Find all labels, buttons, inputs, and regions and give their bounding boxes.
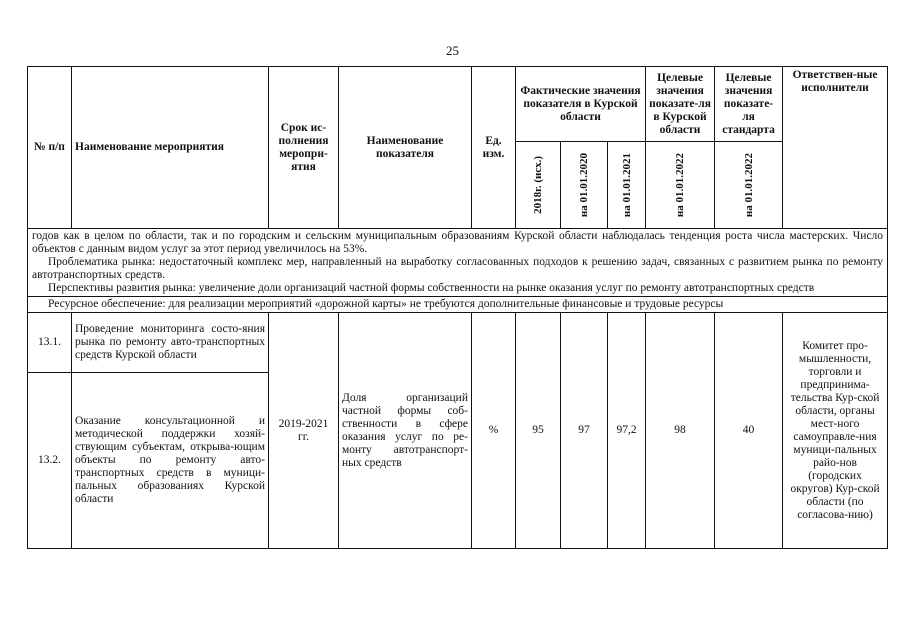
header-target-standard: Целевые значения показате-ля стандарта [715,67,783,142]
row-deadline: 2019-2021 гг. [269,313,339,549]
page-number: 25 [446,43,459,58]
roadmap-table [27,66,888,549]
header-num: № п/п [28,67,72,229]
row-num: 13.2. [28,373,72,549]
resources-row [28,297,888,313]
subheader-2020: на 01.01.2020 [561,142,608,229]
row-value-2021: 97,2 [608,313,646,549]
row-target-2022: 98 [646,313,715,549]
subheader-2021: на 01.01.2021 [608,142,646,229]
description-row [28,229,888,297]
header-responsible: Ответствен-ные исполнители [783,67,888,229]
paragraph-problems: Проблематика рынка: недостаточный комплекс мер, направленный на выработку согласованных подходов к решению задач, связанных с развитием рынка по ремонту автотранспортных средств. [32,256,884,281]
row-value-2018: 95 [516,313,561,549]
table-header-row [28,67,888,142]
table-row [28,313,888,373]
market-description [28,229,888,297]
row-unit: % [472,313,516,549]
header-unit: Ед. изм. [472,67,516,229]
header-actual-values: Фактические значения показателя в Курской области [516,67,646,142]
paragraph-prospects: Перспективы развития рынка: увеличение доли организаций частной формы собственности на рынке оказания услуг по ремонту автотранспортных средств [48,282,815,294]
row-value-2020: 97 [561,313,608,549]
header-target-kursk: Целевые значения показате-ля в Курской области [646,67,715,142]
subheader-2022-target: на 01.01.2022 [646,142,715,229]
row-num: 13.1. [28,313,72,373]
row-event: Проведение мониторинга состо-яния рынка по ремонту авто-транспортных средств Курской области [72,313,269,373]
subheader-2022-standard: на 01.01.2022 [715,142,783,229]
header-event-name: Наименование мероприятия [72,67,269,229]
row-event: Оказание консультационной и методической поддержки хозяй-ствующим субъектам, открыва-ющим объекты по ремонту авто-транспортных средств в муници-пальных образованиях Курской области [72,373,269,549]
row-indicator: Доля организаций частной формы соб-ственности в сфере оказания услуг по ре-монту автотранспорт-ных средств [339,313,472,549]
paragraph-trend: годов как в целом по области, так и по городским и сельским муниципальным образованиям Курской области наблюдалась тенденция роста числа мастерских. Число объектов с данным видом услуг за этот период увеличилось на 53%. [32,230,884,255]
paragraph-resources: Ресурсное обеспечение: для реализации мероприятий «дорожной карты» не требуются дополнительные финансовые и трудовые ресурсы [28,297,888,313]
row-responsible: Комитет про-мышленности, торговли и предпринима-тельства Кур-ской области, органы мест-ного самоуправле-ния муници-пальных райо-нов (городских округов) Кур-ской области (по согласова-нию) [783,313,888,549]
header-indicator-name: Наименование показателя [339,67,472,229]
header-deadline: Срок ис-полнения меропри-ятия [269,67,339,229]
row-standard-2022: 40 [715,313,783,549]
subheader-2018: 2018г. (исх.) [516,142,561,229]
